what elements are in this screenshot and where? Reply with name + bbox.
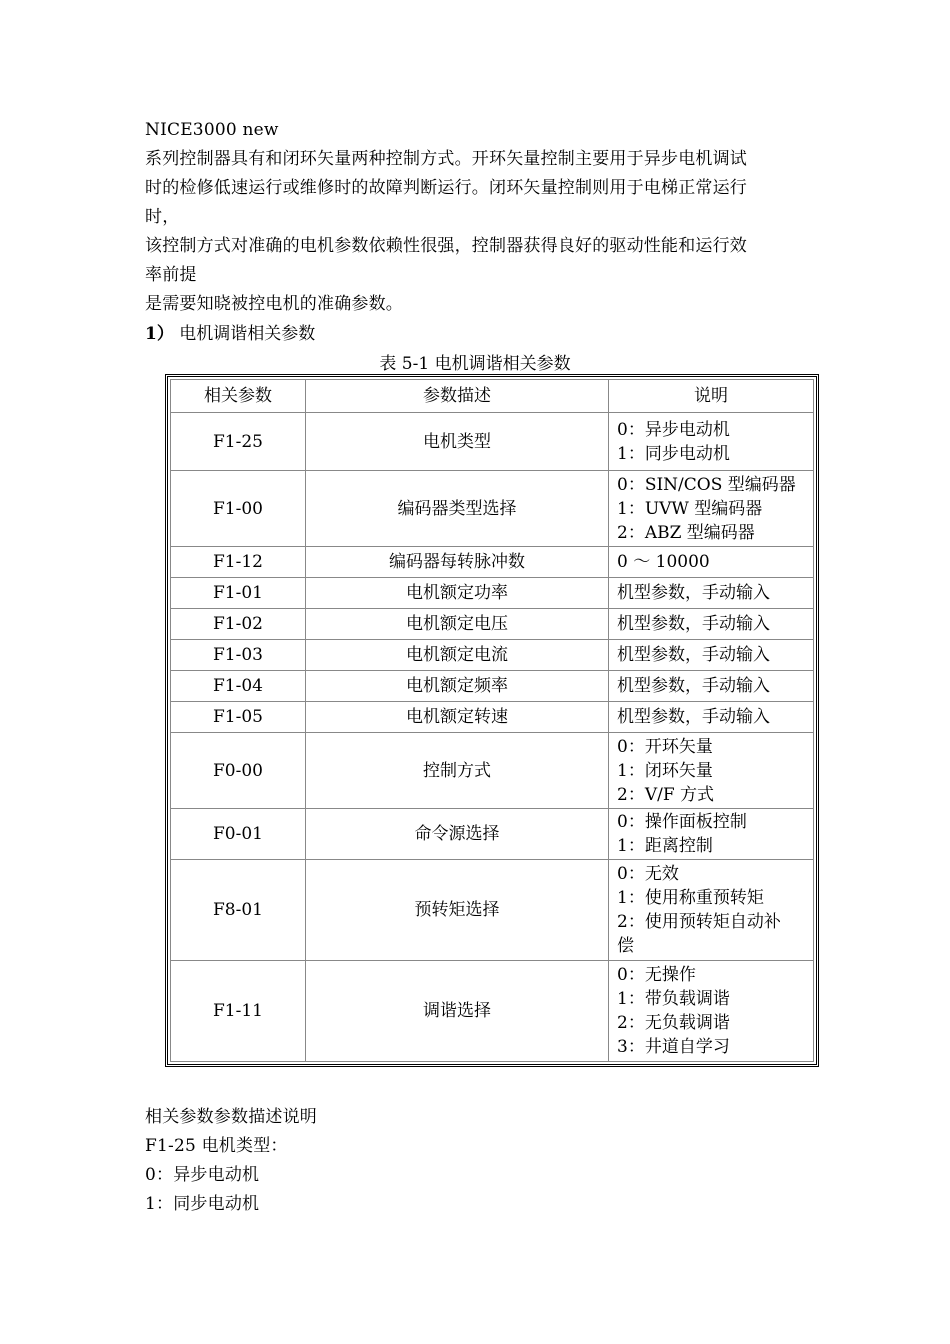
note-line: 1：使用称重预转矩 — [617, 888, 764, 908]
after-line-2: F1-25 电机类型： — [145, 1136, 288, 1156]
note-line: 0 ～ 10000 — [617, 552, 710, 572]
table-row — [171, 413, 814, 471]
intro-line-4: 时， — [145, 207, 180, 227]
table-row — [171, 961, 814, 1062]
param-notes — [609, 609, 814, 640]
param-desc: 编码器类型选择 — [306, 471, 609, 547]
note-line: 1：闭环矢量 — [617, 760, 713, 781]
table-header-row — [171, 380, 814, 413]
param-code: F0-01 — [171, 809, 306, 860]
section-title: 电机调谐相关参数 — [179, 324, 316, 344]
note-line: 1：UVW 型编码器 — [617, 498, 763, 519]
param-desc: 预转矩选择 — [306, 860, 609, 961]
intro-line-7: 是需要知晓被控电机的准确参数。 — [145, 294, 403, 314]
note-line: 2：使用预转矩自动补 — [617, 912, 781, 932]
param-notes — [609, 961, 814, 1062]
note-line: 0：操作面板控制 — [617, 812, 747, 832]
intro-block — [145, 115, 815, 379]
param-notes — [609, 809, 814, 860]
table-row — [171, 860, 814, 961]
note-line: 3：井道自学习 — [617, 1037, 730, 1057]
param-code: F0-00 — [171, 733, 306, 809]
table-row — [171, 733, 814, 809]
after-line-4: 1：同步电动机 — [145, 1194, 260, 1214]
parameter-table — [170, 379, 814, 1062]
param-code: F1-03 — [171, 640, 306, 671]
note-line: 1：同步电动机 — [617, 443, 730, 464]
table-row — [171, 471, 814, 547]
intro-line-6: 率前提 — [145, 265, 197, 285]
param-code: F1-05 — [171, 702, 306, 733]
param-desc: 电机额定频率 — [306, 671, 609, 702]
note-line: 机型参数，手动输入 — [617, 583, 770, 603]
param-notes — [609, 702, 814, 733]
table-row — [171, 702, 814, 733]
after-block — [145, 1103, 815, 1219]
param-code: F1-04 — [171, 671, 306, 702]
table-row — [171, 578, 814, 609]
note-line: 0：无操作 — [617, 965, 696, 985]
note-line: 偿 — [617, 936, 634, 956]
intro-line-3: 时的检修低速运行或维修时的故障判断运行。闭环矢量控制则用于电梯正常运行 — [145, 178, 747, 198]
table-row — [171, 809, 814, 860]
header-code: 相关参数 — [171, 380, 306, 413]
section-number: 1） — [145, 324, 174, 344]
param-code: F1-25 — [171, 413, 306, 471]
param-notes — [609, 471, 814, 547]
param-notes — [609, 860, 814, 961]
param-notes — [609, 578, 814, 609]
param-code: F1-12 — [171, 547, 306, 578]
param-notes — [609, 547, 814, 578]
param-desc: 电机额定功率 — [306, 578, 609, 609]
param-desc: 电机类型 — [306, 413, 609, 471]
note-line: 机型参数，手动输入 — [617, 707, 770, 727]
after-line-3: 0：异步电动机 — [145, 1165, 260, 1185]
note-line: 1：带负载调谐 — [617, 989, 730, 1009]
intro-line-2: 系列控制器具有和闭环矢量两种控制方式。开环矢量控制主要用于异步电机调试 — [145, 149, 747, 169]
note-line: 2：ABZ 型编码器 — [617, 522, 755, 543]
param-desc: 电机额定电压 — [306, 609, 609, 640]
param-desc: 调谐选择 — [306, 961, 609, 1062]
param-desc: 编码器每转脉冲数 — [306, 547, 609, 578]
note-line: 0：异步电动机 — [617, 419, 730, 440]
table-row — [171, 609, 814, 640]
intro-line-1: NICE3000 new — [145, 120, 279, 140]
note-line: 1：距离控制 — [617, 836, 713, 856]
note-line: 0：SIN/COS 型编码器 — [617, 474, 796, 495]
param-desc: 电机额定电流 — [306, 640, 609, 671]
param-desc: 电机额定转速 — [306, 702, 609, 733]
table-row — [171, 547, 814, 578]
intro-line-5: 该控制方式对准确的电机参数依赖性很强，控制器获得良好的驱动性能和运行效 — [145, 236, 747, 256]
param-desc: 控制方式 — [306, 733, 609, 809]
param-code: F1-11 — [171, 961, 306, 1062]
param-code: F1-00 — [171, 471, 306, 547]
section-heading — [145, 319, 815, 349]
param-notes — [609, 413, 814, 471]
note-line: 2：无负载调谐 — [617, 1013, 730, 1033]
after-line-1: 相关参数参数描述说明 — [145, 1107, 317, 1127]
param-code: F8-01 — [171, 860, 306, 961]
note-line: 0：无效 — [617, 864, 679, 884]
note-line: 0：开环矢量 — [617, 736, 713, 757]
note-line: 2：V/F 方式 — [617, 784, 715, 805]
param-desc: 命令源选择 — [306, 809, 609, 860]
note-line: 机型参数，手动输入 — [617, 614, 770, 634]
table-row — [171, 671, 814, 702]
header-desc: 参数描述 — [306, 380, 609, 413]
param-notes — [609, 640, 814, 671]
param-notes — [609, 733, 814, 809]
param-code: F1-01 — [171, 578, 306, 609]
param-notes — [609, 671, 814, 702]
header-notes: 说明 — [609, 380, 814, 413]
table-body — [171, 413, 814, 1062]
parameter-table-frame — [165, 374, 819, 1067]
table-row — [171, 640, 814, 671]
param-code: F1-02 — [171, 609, 306, 640]
note-line: 机型参数，手动输入 — [617, 645, 770, 665]
note-line: 机型参数，手动输入 — [617, 676, 770, 696]
table-caption: 表 5-1 电机调谐相关参数 — [379, 354, 571, 374]
